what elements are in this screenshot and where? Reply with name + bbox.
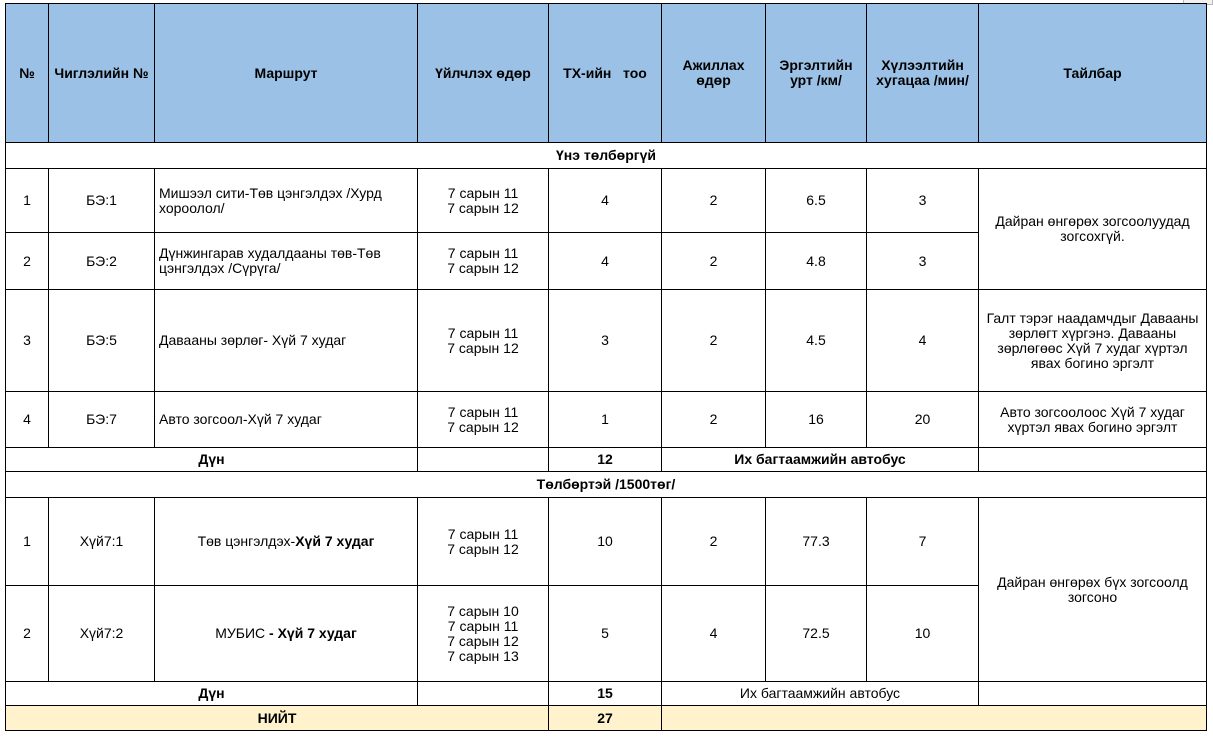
- cell-work-days: 2: [662, 290, 766, 392]
- cell-work-days: 2: [662, 392, 766, 448]
- cell-no: 2: [6, 586, 49, 682]
- table-row: [6, 169, 1207, 233]
- cell-route-no: БЭ:5: [49, 290, 155, 392]
- cell-length: 6.5: [766, 169, 867, 233]
- grand-total-value: 27: [549, 706, 662, 731]
- cell-vehicles: 10: [549, 498, 662, 586]
- cell-no: 4: [6, 392, 49, 448]
- cell-route: Мишээл сити-Төв цэнгэлдэх /Хурд хороолол/: [155, 169, 418, 233]
- cell-work-days: 2: [662, 169, 766, 233]
- cell-route: Авто зогсоол-Хүй 7 худаг: [155, 392, 418, 448]
- cell-route-no: Хүй7:2: [49, 586, 155, 682]
- cell-route: [155, 586, 418, 682]
- subtotal-value: 12: [549, 448, 662, 472]
- cell-interval: 3: [867, 169, 979, 233]
- cell-no: 2: [6, 233, 49, 290]
- cell-service-days: 7 сарын 11 7 сарын 12: [418, 498, 549, 586]
- cell-note: Авто зогсоолоос Хүй 7 худаг хүртэл явах богино эргэлт: [979, 392, 1207, 448]
- route-plain-text: Төв цэнгэлдэх-: [197, 533, 296, 549]
- cell-interval: 7: [867, 498, 979, 586]
- cell-note-merged: Дайран өнгөрөх зогсоолуудад зогсохгүй.: [979, 169, 1207, 290]
- subtotal-empty-cell: [979, 448, 1207, 472]
- header-route-no: Чиглэлийн №: [49, 4, 155, 143]
- cell-route: [155, 498, 418, 586]
- section-free-title: Үнэ төлбөргүй: [6, 143, 1207, 169]
- cell-interval: 20: [867, 392, 979, 448]
- cell-route: Давааны зөрлөг- Хүй 7 худаг: [155, 290, 418, 392]
- route-bold-text: - Хүй 7 худаг: [269, 625, 357, 641]
- cell-service-days: 7 сарын 11 7 сарын 12: [418, 233, 549, 290]
- subtotal-row: [6, 682, 1207, 706]
- cell-vehicles: 4: [549, 169, 662, 233]
- cell-work-days: 4: [662, 586, 766, 682]
- cell-interval: 10: [867, 586, 979, 682]
- subtotal-empty-cell: [418, 682, 549, 706]
- cell-no: 1: [6, 169, 49, 233]
- grand-total-row: [6, 706, 1207, 731]
- header-interval: Хүлээлтийн хугацаа /мин/: [867, 4, 979, 143]
- cell-route: Дүнжингарав худалдааны төв-Төв цэнгэлдэх /Сүрүга/: [155, 233, 418, 290]
- grand-total-label: НИЙТ: [6, 706, 549, 731]
- cell-length: 16: [766, 392, 867, 448]
- grand-total-empty-cell: [662, 706, 1207, 731]
- subtotal-note: Их багтаамжийн автобус: [662, 682, 979, 706]
- cell-interval: 3: [867, 233, 979, 290]
- table-row: [6, 290, 1207, 392]
- cell-route-no: БЭ:2: [49, 233, 155, 290]
- header-no: №: [6, 4, 49, 143]
- cell-vehicles: 4: [549, 233, 662, 290]
- cell-vehicles: 5: [549, 586, 662, 682]
- cell-note: Галт тэрэг наадамчдыг Давааны зөрлөгт хүргэнэ. Давааны зөрлөгөөс Хүй 7 худаг хүртэл явах богино эргэлт: [979, 290, 1207, 392]
- cell-length: 72.5: [766, 586, 867, 682]
- cell-no: 1: [6, 498, 49, 586]
- header-work-days: Ажиллах өдөр: [662, 4, 766, 143]
- header-note: Тайлбар: [979, 4, 1207, 143]
- section-free-row: [6, 143, 1207, 169]
- cell-vehicles: 1: [549, 392, 662, 448]
- bus-route-table: [5, 3, 1207, 731]
- header-length: Эргэлтийн урт /км/: [766, 4, 867, 143]
- cell-service-days: 7 сарын 11 7 сарын 12: [418, 290, 549, 392]
- cell-interval: 4: [867, 290, 979, 392]
- cell-route-no: БЭ:1: [49, 169, 155, 233]
- cell-note-merged: Дайран өнгөрөх бүх зогсоолд зогсоно: [979, 498, 1207, 682]
- cell-route-no: Хүй7:1: [49, 498, 155, 586]
- cell-length: 4.5: [766, 290, 867, 392]
- subtotal-label: Дүн: [6, 682, 418, 706]
- route-bold-text: Хүй 7 худаг: [295, 533, 375, 549]
- route-plain-text: МУБИС: [215, 625, 270, 641]
- subtotal-empty-cell: [418, 448, 549, 472]
- subtotal-note: Их багтаамжийн автобус: [662, 448, 979, 472]
- cell-service-days: 7 сарын 10 7 сарын 11 7 сарын 12 7 сарын 13: [418, 586, 549, 682]
- header-vehicles: ТХ-ийн тоо: [549, 4, 662, 143]
- cell-length: 4.8: [766, 233, 867, 290]
- table-row: [6, 498, 1207, 586]
- subtotal-empty-cell: [979, 682, 1207, 706]
- header-row: [6, 4, 1207, 143]
- header-service-days: Үйлчлэх өдөр: [418, 4, 549, 143]
- cell-work-days: 2: [662, 233, 766, 290]
- section-paid-title: Төлбөртэй /1500төг/: [6, 472, 1207, 498]
- subtotal-label: Дүн: [6, 448, 418, 472]
- section-paid-row: [6, 472, 1207, 498]
- cell-length: 77.3: [766, 498, 867, 586]
- table-row: [6, 392, 1207, 448]
- header-route: Маршрут: [155, 4, 418, 143]
- cell-work-days: 2: [662, 498, 766, 586]
- subtotal-value: 15: [549, 682, 662, 706]
- subtotal-row: [6, 448, 1207, 472]
- cell-vehicles: 3: [549, 290, 662, 392]
- cell-route-no: БЭ:7: [49, 392, 155, 448]
- cell-no: 3: [6, 290, 49, 392]
- cell-service-days: 7 сарын 11 7 сарын 12: [418, 392, 549, 448]
- cell-service-days: 7 сарын 11 7 сарын 12: [418, 169, 549, 233]
